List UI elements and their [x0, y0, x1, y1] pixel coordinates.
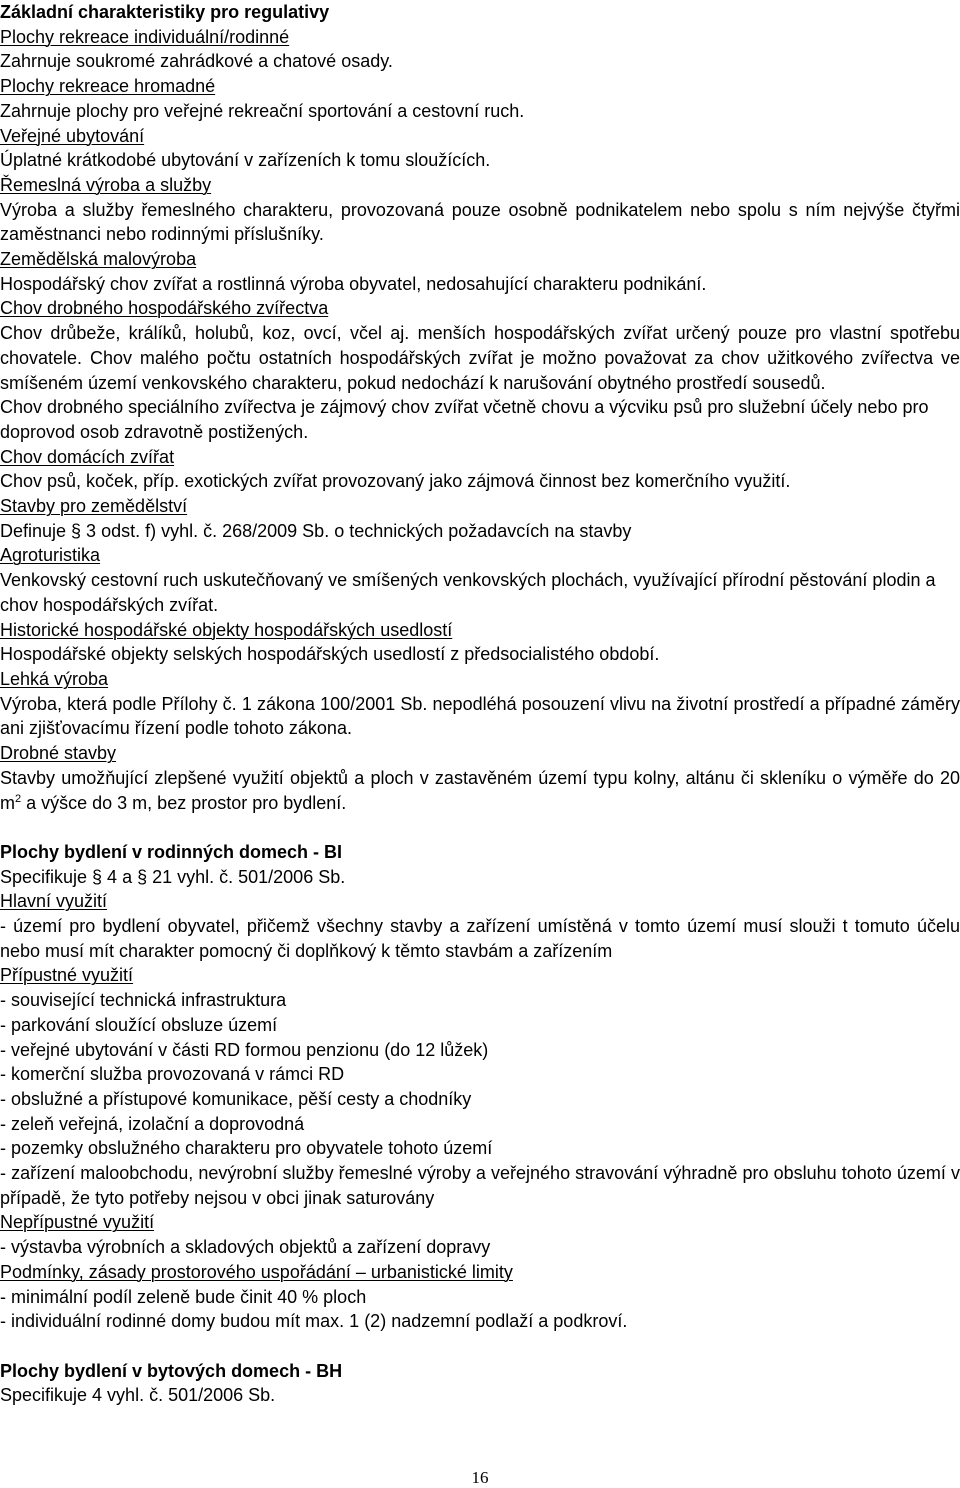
bi-spec: Specifikuje § 4 a § 21 vyhl. č. 501/2006 Sb. — [0, 866, 346, 887]
term-text: Hospodářský chov zvířat a rostlinná výroba obyvatel, nedosahující charakteru podnikání. — [0, 273, 707, 294]
list-item: - parkování sloužící obsluze území — [0, 1014, 278, 1035]
bi-title: Plochy bydlení v rodinných domech - BI — [0, 841, 343, 862]
term-text: Chov drůbeže, králíků, holubů, koz, ovcí, včel aj. menších hospodářských zvířat určený pouze pro vlastní spotřebu chovatele. Chov malého počtu ostatních hospodářských zvířat je možno považovat za chov užitkového zvířectva ve smíšeném území venkovského charakteru, pokud nedochází k narušování obytného prostředí sousedů. — [0, 323, 960, 393]
allowed-heading: Přípustné využití — [0, 965, 134, 986]
list-item: - zeleň veřejná, izolační a doprovodná — [0, 1113, 305, 1134]
main-use-heading: Hlavní využití — [0, 891, 108, 912]
term-heading: Lehká výroba — [0, 668, 109, 689]
bh-spec: Specifikuje 4 vyhl. č. 501/2006 Sb. — [0, 1385, 276, 1406]
section-title: Základní charakteristiky pro regulativy — [0, 2, 330, 22]
term-text-after: a výšce do 3 m, bez prostor pro bydlení. — [21, 792, 347, 813]
term-heading: Řemeslná výroba a služby — [0, 174, 212, 195]
term-heading: Stavby pro zemědělství — [0, 496, 188, 517]
term-heading: Agroturistika — [0, 545, 101, 566]
term-text: Zahrnuje soukromé zahrádkové a chatové osady. — [0, 51, 393, 72]
term-heading: Drobné stavby — [0, 743, 117, 764]
term-heading: Chov domácích zvířat — [0, 446, 175, 467]
term-heading: Historické hospodářské objekty hospodářských usedlostí — [0, 619, 453, 640]
list-item: - minimální podíl zeleně bude činit 40 % ploch — [0, 1286, 367, 1307]
term-heading: Plochy rekreace hromadné — [0, 76, 216, 97]
term-text-with-superscript — [0, 766, 960, 815]
forbidden-heading: Nepřípustné využití — [0, 1212, 155, 1233]
list-item: - veřejné ubytování v části RD formou penzionu (do 12 lůžek) — [0, 1039, 489, 1060]
bh-title: Plochy bydlení v bytových domech - BH — [0, 1360, 343, 1381]
list-item: - výstavba výrobních a skladových objektů a zařízení dopravy — [0, 1237, 491, 1258]
list-item: - pozemky obslužného charakteru pro obyvatele tohoto území — [0, 1138, 493, 1159]
term-text: Chov psů, koček, příp. exotických zvířat provozovaný jako zájmová činnost bez komerčního využití. — [0, 471, 791, 492]
term-heading: Zemědělská malovýroba — [0, 249, 197, 270]
term-text: Stavby umožňující zlepšené využití objektů a ploch v zastavěném území typu kolny, altánu či skleníku o výměře do 20 m — [0, 767, 960, 813]
term-text: Zahrnuje plochy pro veřejné rekreační sportování a cestovní ruch. — [0, 100, 525, 121]
page-number: 16 — [471, 1468, 489, 1487]
list-item: - obslužné a přístupové komunikace, pěší cesty a chodníky — [0, 1088, 472, 1109]
list-item: - zařízení maloobchodu, nevýrobní služby řemeslné výroby a veřejného stravování výhradně pro obsluhu tohoto území v případě, že tyto potřeby nejsou v obci jinak saturovány — [0, 1163, 960, 1208]
term-text: Definuje § 3 odst. f) vyhl. č. 268/2009 Sb. o technických požadavcích na stavby — [0, 520, 632, 541]
term-heading: Veřejné ubytování — [0, 125, 145, 146]
term-text: Úplatné krátkodobé ubytování v zařízeních k tomu sloužících. — [0, 150, 491, 171]
superscript: 2 — [15, 792, 22, 805]
term-text: Výroba a služby řemeslného charakteru, provozovaná pouze osobně podnikatelem nebo spolu s ním nejvýše čtyřmi zaměstnanci nebo rodinnými příslušníky. — [0, 199, 960, 245]
conditions-heading: Podmínky, zásady prostorového uspořádání – urbanistické limity — [0, 1261, 513, 1282]
term-text: Výroba, která podle Přílohy č. 1 zákona 100/2001 Sb. nepodléhá posouzení vlivu na životní prostředí a případné záměry ani zjišťovacímu řízení podle tohoto zákona. — [0, 693, 960, 739]
term-text: Hospodářské objekty selských hospodářských usedlostí z předsocialistého období. — [0, 644, 660, 665]
main-use-text: - území pro bydlení obyvatel, přičemž všechny stavby a zařízení umístěná v tomto území musí slouži t tomuto účelu nebo musí mít charakter pomocný či doplňkový k těmto stavbám a zařízením — [0, 916, 960, 961]
term-heading: Chov drobného hospodářského zvířectva — [0, 298, 329, 319]
term-text: Venkovský cestovní ruch uskutečňovaný ve smíšených venkovských plochách, využívající přírodní pěstování plodin a chov hospodářských zvířat. — [0, 570, 936, 615]
term-text: Chov drobného speciálního zvířectva je zájmový chov zvířat včetně chovu a výcviku psů pro služební účely nebo pro doprovod osob zdravotně postižených. — [0, 397, 929, 442]
list-item: - individuální rodinné domy budou mít max. 1 (2) nadzemní podlaží a podkroví. — [0, 1311, 628, 1332]
list-item: - související technická infrastruktura — [0, 990, 287, 1011]
term-heading: Plochy rekreace individuální/rodinné — [0, 26, 290, 47]
list-item: - komerční služba provozovaná v rámci RD — [0, 1064, 345, 1085]
